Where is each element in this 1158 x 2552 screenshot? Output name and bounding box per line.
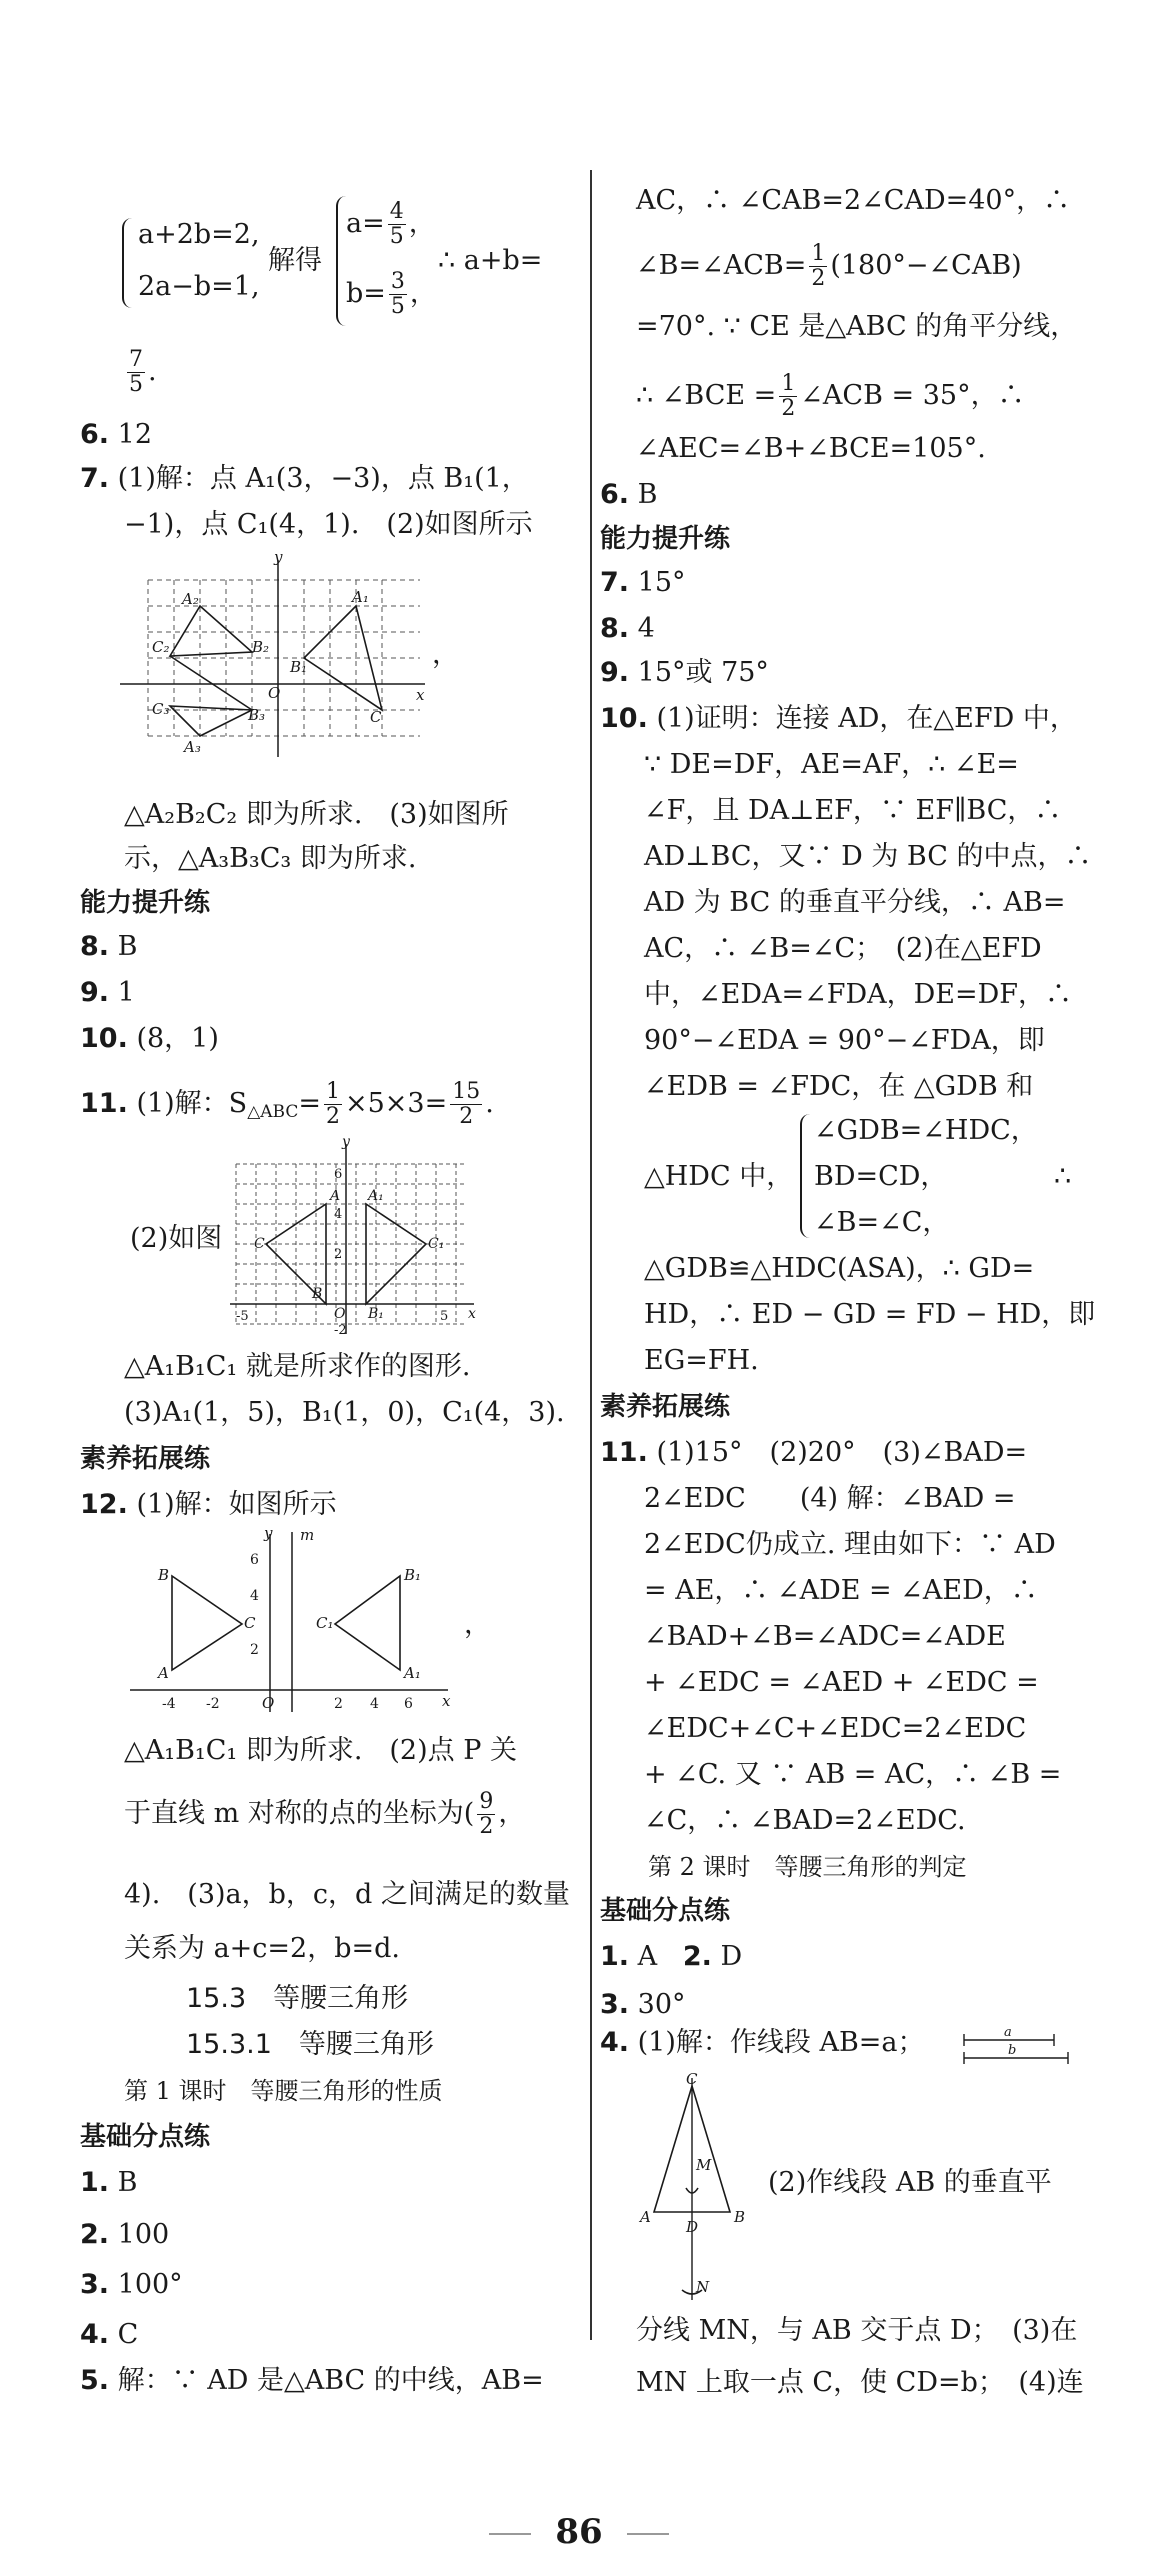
svg-text:-5: -5 xyxy=(236,1309,249,1324)
answer-10-right-line3: ∠F，且 DA⊥EF，∵ EF∥BC，∴ xyxy=(644,795,1062,826)
answer-7-comma: ， xyxy=(432,639,459,670)
section-title: 15.3 等腰三角形 xyxy=(186,1983,409,2014)
proof-system-line2: BD=CD， xyxy=(814,1161,948,1192)
right-line-2: ∠B=∠ACB= $\frac{1}{2}$ (180°−∠CAB) xyxy=(636,241,1022,291)
svg-text:C: C xyxy=(686,2070,698,2088)
answer-10: 10. (8，1) xyxy=(80,1023,219,1054)
svg-text:y: y xyxy=(342,1138,350,1150)
svg-text:C₁: C₁ xyxy=(428,1236,445,1252)
answer-10-right-line6: AC，∴ ∠B=∠C； (2)在△EFD xyxy=(644,933,1042,964)
svg-text:B: B xyxy=(734,2208,746,2226)
right-line-4: ∴ ∠BCE = $\frac{1}{2}$ ∠ACB = 35°，∴ xyxy=(636,371,1025,421)
svg-text:B: B xyxy=(158,1566,170,1584)
svg-text:B: B xyxy=(312,1286,323,1302)
svg-text:x: x xyxy=(468,1306,476,1322)
svg-text:m: m xyxy=(300,1528,315,1544)
svg-text:B₁: B₁ xyxy=(290,658,308,676)
answer-12-comma: ， xyxy=(464,1609,491,1640)
svg-text:N: N xyxy=(696,2278,710,2296)
answer-10-right-line11: △GDB≌△HDC(ASA)，∴ GD= xyxy=(644,1253,1035,1284)
answer-10-right-line4: AD⊥BC，又∵ D 为 BC 的中点，∴ xyxy=(644,841,1092,872)
basic-answer-5: 5. 解：∵ AD 是△ABC 的中线，AB= xyxy=(80,2365,544,2396)
sum-result: $\frac{7}{5}$ . xyxy=(129,347,157,397)
figure-isosceles-construction xyxy=(630,2070,760,2310)
section-basic-right: 基础分点练 xyxy=(600,1896,731,1926)
svg-text:A: A xyxy=(330,1188,341,1204)
svg-text:C₂: C₂ xyxy=(152,638,170,656)
answer-11-right-line2: 2∠EDC (4) 解：∠BAD = xyxy=(644,1483,1016,1514)
proof-system-line1: ∠GDB=∠HDC， xyxy=(814,1115,1038,1146)
svg-text:y: y xyxy=(264,1528,273,1542)
svg-text:A: A xyxy=(158,1664,169,1682)
basic-right-answer-4-line1: 4. (1)解：作线段 AB=a； xyxy=(600,2027,925,2058)
section-ability-left: 能力提升练 xyxy=(80,888,211,918)
answer-6: 6. 12 xyxy=(80,419,152,450)
svg-text:M: M xyxy=(696,2156,712,2174)
svg-text:A₁: A₁ xyxy=(368,1188,384,1204)
section-ability-right: 能力提升练 xyxy=(600,524,731,554)
answer-10-right-line8: 90°−∠EDA = 90°−∠FDA，即 xyxy=(644,1025,1045,1056)
svg-text:-2: -2 xyxy=(206,1696,220,1712)
section-literacy-right: 素养拓展练 xyxy=(600,1392,731,1422)
svg-text:6: 6 xyxy=(250,1552,259,1568)
svg-text:A₁: A₁ xyxy=(352,588,369,606)
svg-text:O: O xyxy=(334,1306,346,1322)
answer-10-right-line9: ∠EDB = ∠FDC，在 △GDB 和 xyxy=(644,1071,1034,1102)
svg-text:C₁: C₁ xyxy=(316,1614,334,1632)
svg-text:A: A xyxy=(640,2208,651,2226)
answer-11-right-line5: ∠BAD+∠B=∠ADC=∠ADE xyxy=(644,1621,1006,1652)
right-line-3: =70°. ∵ CE 是△ABC 的角平分线， xyxy=(636,311,1078,342)
column-divider xyxy=(590,170,592,2340)
svg-text:4: 4 xyxy=(370,1696,379,1712)
basic-right-answer-3: 3. 30° xyxy=(600,1989,686,2020)
basic-answer-3: 3. 100° xyxy=(80,2269,183,2300)
page-number: 86 xyxy=(0,2512,1158,2552)
basic-answer-2: 2. 100 xyxy=(80,2219,170,2250)
system-eq1: a+2b=2, xyxy=(138,219,260,250)
answer-8: 8. B xyxy=(80,931,138,962)
answer-9-right: 9. 15°或 75° xyxy=(600,657,769,688)
svg-text:2: 2 xyxy=(334,1247,343,1262)
basic-right-answers-1-2: 1. A 2. D xyxy=(600,1941,743,1972)
svg-text:C₃: C₃ xyxy=(152,700,170,718)
answer-6-right: 6. B xyxy=(600,479,658,510)
solution-a: a= $\frac{4}{5}$ ， xyxy=(346,199,436,249)
svg-text:C: C xyxy=(370,708,382,726)
answer-11-right-line8: + ∠C. 又 ∵ AB = AC，∴ ∠B = xyxy=(644,1759,1062,1790)
segment-a-label: a xyxy=(1004,2025,1012,2040)
basic-answer-1: 1. B xyxy=(80,2167,138,2198)
svg-text:D: D xyxy=(686,2218,699,2236)
answer-11-right-line3: 2∠EDC仍成立. 理由如下：∵ AD xyxy=(644,1529,1056,1560)
answer-11-figure-label: (2)如图 xyxy=(130,1223,223,1254)
answer-10-right-line1: 10. (1)证明：连接 AD，在△EFD 中， xyxy=(600,703,1077,734)
answer-12-line3: 于直线 m 对称的点的坐标为( $\frac{9}{2}$ ， xyxy=(124,1789,526,1839)
svg-text:x: x xyxy=(442,1692,451,1710)
answer-12-line5: 关系为 a+c=2，b=d. xyxy=(124,1933,400,1964)
answer-11-right-line9: ∠C，∴ ∠BAD=2∠EDC. xyxy=(644,1805,966,1836)
figure-q11-grid xyxy=(230,1138,480,1338)
answer-11-right-line1: 11. (1)15° (2)20° (3)∠BAD= xyxy=(600,1437,1028,1468)
answer-11-line3: (3)A₁(1，5)，B₁(1，0)，C₁(4，3). xyxy=(124,1397,565,1428)
answer-7-line2: −1)，点 C₁(4，1). (2)如图所示 xyxy=(124,509,533,540)
section-basic-left: 基础分点练 xyxy=(80,2122,211,2152)
svg-text:B₁: B₁ xyxy=(404,1566,422,1584)
segment-figure xyxy=(958,2020,1074,2066)
system-brace xyxy=(122,218,134,308)
svg-text:6: 6 xyxy=(404,1696,413,1712)
svg-text:x: x xyxy=(416,686,425,704)
svg-text:B₁: B₁ xyxy=(368,1306,384,1322)
answer-12-line1: 12. (1)解：如图所示 xyxy=(80,1489,337,1520)
answer-8-right: 8. 4 xyxy=(600,613,655,644)
answer-10-right-line2: ∵ DE=DF，AE=AF，∴ ∠E= xyxy=(644,749,1019,780)
svg-text:O: O xyxy=(262,1694,275,1712)
answer-7-line3: △A₂B₂C₂ 即为所求. (3)如图所 xyxy=(124,799,509,830)
svg-text:B₂: B₂ xyxy=(252,638,270,656)
answer-11-line1: 11. (1)解：$S_{\triangle ABC}=$ $\frac{1}{2}$ ×5×3= $\frac{15}{2}$ . xyxy=(80,1079,494,1129)
basic-right-answer-4-line4: MN 上取一点 C，使 CD=b； (4)连 xyxy=(636,2367,1084,2398)
answer-10-right-line7: 中，∠EDA=∠FDA，DE=DF，∴ xyxy=(644,979,1072,1010)
lesson-1-title: 第 1 课时 等腰三角形的性质 xyxy=(124,2077,443,2105)
answer-11-right-line6: + ∠EDC = ∠AED + ∠EDC = xyxy=(644,1667,1039,1698)
segment-b-label: b xyxy=(1008,2043,1017,2058)
answer-11-right-line4: = AE，∴ ∠ADE = ∠AED，∴ xyxy=(644,1575,1038,1606)
answer-10-right-line12: HD，∴ ED − GD = FD − HD，即 xyxy=(644,1299,1096,1330)
svg-text:A₃: A₃ xyxy=(184,738,201,756)
svg-text:-4: -4 xyxy=(162,1696,176,1712)
svg-text:C: C xyxy=(254,1236,265,1252)
svg-text:C: C xyxy=(244,1614,256,1632)
sum-statement: ∴ a+b= xyxy=(438,245,543,276)
basic-right-answer-4-line3: 分线 MN，与 AB 交于点 D； (3)在 xyxy=(636,2315,1078,2346)
svg-text:4: 4 xyxy=(334,1207,343,1222)
answer-12-line4: 4). (3)a，b，c，d 之间满足的数量 xyxy=(124,1879,570,1910)
svg-text:2: 2 xyxy=(334,1696,343,1712)
basic-answer-4: 4. C xyxy=(80,2319,139,2350)
proof-therefore: ∴ xyxy=(1054,1161,1072,1192)
solution-b: b= $\frac{3}{5}$ ， xyxy=(346,269,437,319)
right-line-5: ∠AEC=∠B+∠BCE=105°. xyxy=(636,433,986,464)
answer-10-right-line10: △HDC 中， xyxy=(644,1161,794,1192)
figure-q12-axes xyxy=(130,1528,460,1718)
solve-word: 解得 xyxy=(268,245,322,276)
proof-system-brace xyxy=(800,1114,812,1238)
answer-11-right-line7: ∠EDC+∠C+∠EDC=2∠EDC xyxy=(644,1713,1027,1744)
svg-text:O: O xyxy=(268,684,281,702)
svg-text:A₂: A₂ xyxy=(182,590,199,608)
answer-10-right-line13: EG=FH. xyxy=(644,1345,759,1376)
svg-text:y: y xyxy=(274,552,283,566)
basic-right-answer-4-line2: (2)作线段 AB 的垂直平 xyxy=(768,2167,1052,2198)
svg-text:2: 2 xyxy=(250,1642,259,1658)
answer-11-line2: △A₁B₁C₁ 就是所求作的图形. xyxy=(124,1351,471,1382)
system-eq2: 2a−b=1, xyxy=(138,271,260,302)
answer-7-line1: 7. (1)解：点 A₁(3，−3)，点 B₁(1， xyxy=(80,463,529,494)
svg-text:5: 5 xyxy=(440,1309,449,1324)
answer-10-right-line5: AD 为 BC 的垂直平分线，∴ AB= xyxy=(644,887,1066,918)
proof-system-line3: ∠B=∠C， xyxy=(814,1207,950,1238)
svg-text:B₃: B₃ xyxy=(248,706,266,724)
right-line-1: AC，∴ ∠CAB=2∠CAD=40°，∴ xyxy=(636,185,1071,216)
svg-text:4: 4 xyxy=(250,1588,259,1604)
figure-q7-grid xyxy=(120,552,430,762)
answer-7-line4: 示，△A₃B₃C₃ 即为所求. xyxy=(124,843,417,874)
answer-7-right: 7. 15° xyxy=(600,567,686,598)
subsection-title: 15.3.1 等腰三角形 xyxy=(186,2029,434,2060)
svg-text:6: 6 xyxy=(334,1167,343,1182)
answer-9: 9. 1 xyxy=(80,977,135,1008)
section-literacy-left: 素养拓展练 xyxy=(80,1444,211,1474)
lesson-2-title: 第 2 课时 等腰三角形的判定 xyxy=(648,1853,967,1881)
answer-12-line2: △A₁B₁C₁ 即为所求. (2)点 P 关 xyxy=(124,1735,517,1766)
svg-text:A₁: A₁ xyxy=(404,1664,421,1682)
svg-text:-2: -2 xyxy=(334,1323,347,1338)
